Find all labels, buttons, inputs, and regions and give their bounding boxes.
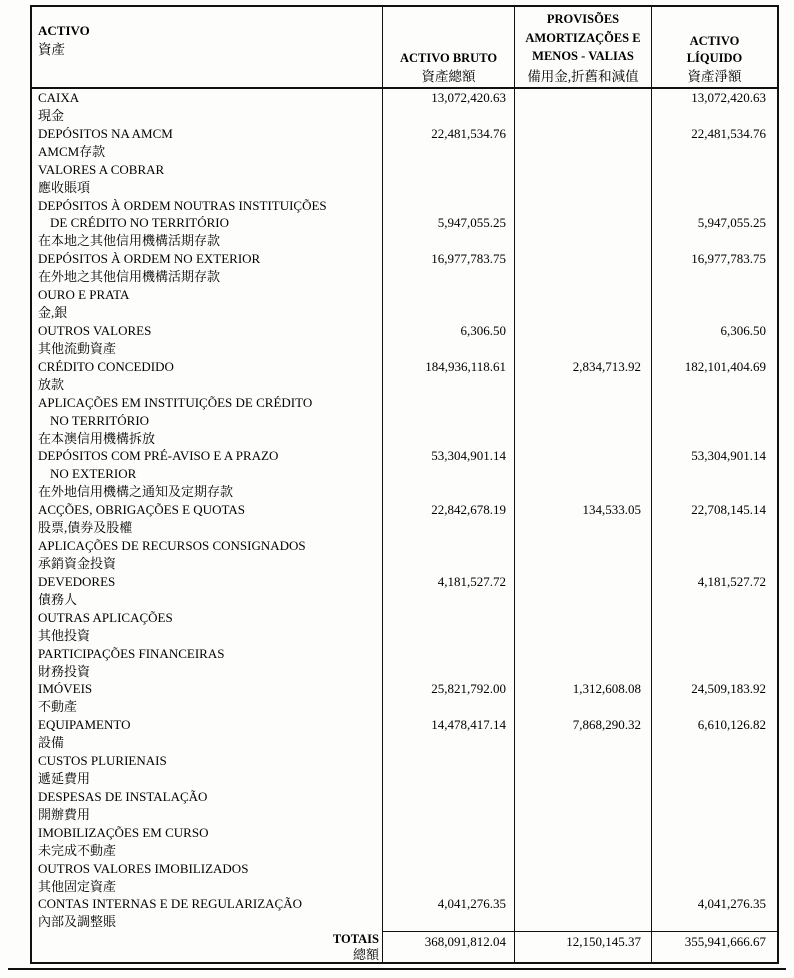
row-label-pt-line: APLICAÇÕES EM INSTITUIÇÕES DE CRÉDITO bbox=[38, 394, 313, 410]
row-activo-bruto-value: 184,936,118.61 bbox=[425, 358, 506, 374]
row-label-zh-line: 金,銀 bbox=[38, 305, 68, 321]
row-provisoes-value: 2,834,713.92 bbox=[572, 358, 641, 374]
row-activo-liquido bbox=[651, 716, 777, 752]
header-activo-liquido-zh: 資產淨額 bbox=[687, 69, 742, 84]
row-activo-bruto bbox=[382, 447, 514, 501]
row-label bbox=[32, 537, 382, 573]
row-provisoes bbox=[514, 573, 651, 609]
row-activo-liquido bbox=[651, 788, 777, 824]
row-label-pt-line: CAIXA bbox=[38, 90, 80, 105]
header-provisoes-pt3: MENOS - VALIAS bbox=[532, 49, 634, 64]
row-label bbox=[32, 358, 382, 394]
row-provisoes bbox=[514, 895, 651, 931]
row-label-zh-line: 其他固定資產 bbox=[38, 878, 117, 894]
row-label-pt-line: DEVEDORES bbox=[38, 573, 116, 589]
bottom-page-rule bbox=[8, 968, 786, 970]
table-row bbox=[32, 788, 777, 824]
header-provisoes bbox=[514, 7, 651, 87]
row-label bbox=[32, 860, 382, 896]
row-activo-liquido-value: 4,181,527.72 bbox=[697, 573, 766, 589]
table-row bbox=[32, 645, 777, 681]
row-activo-liquido bbox=[651, 609, 777, 645]
row-label-zh-line: 財務投資 bbox=[38, 663, 91, 679]
row-label bbox=[32, 197, 382, 251]
row-label bbox=[32, 645, 382, 681]
row-activo-liquido bbox=[651, 895, 777, 931]
table-row bbox=[32, 286, 777, 322]
row-label-pt-line: ACÇÕES, OBRIGAÇÕES E QUOTAS bbox=[38, 502, 245, 518]
row-activo-liquido bbox=[651, 824, 777, 860]
row-label bbox=[32, 125, 382, 161]
row-label bbox=[32, 895, 382, 931]
table-row bbox=[32, 358, 777, 394]
row-provisoes bbox=[514, 645, 651, 681]
row-provisoes bbox=[514, 609, 651, 645]
row-label-pt-line: DEPÓSITOS À ORDEM NOUTRAS INSTITUIÇÕES bbox=[38, 197, 327, 213]
row-label bbox=[32, 89, 382, 125]
header-activo-zh: 資產 bbox=[38, 42, 65, 57]
row-provisoes bbox=[514, 537, 651, 573]
row-activo-liquido-value: 6,610,126.82 bbox=[697, 717, 766, 733]
row-activo-bruto bbox=[382, 358, 514, 394]
totals-activo-liquido bbox=[651, 931, 777, 962]
totals-label bbox=[32, 931, 382, 962]
table-row bbox=[32, 752, 777, 788]
row-activo-bruto-value: 4,181,527.72 bbox=[437, 573, 506, 589]
totals-row bbox=[32, 931, 777, 962]
table-row bbox=[32, 573, 777, 609]
row-activo-liquido-value: 53,304,901.14 bbox=[691, 448, 766, 464]
row-label-zh-line: 遞延費用 bbox=[38, 771, 91, 787]
row-label-pt-line: OUTROS VALORES IMOBILIZADOS bbox=[38, 860, 249, 876]
row-provisoes bbox=[514, 860, 651, 896]
header-provisoes-pt1: PROVISÕES bbox=[546, 12, 620, 26]
row-activo-liquido bbox=[651, 89, 777, 125]
row-activo-bruto bbox=[382, 788, 514, 824]
row-activo-liquido bbox=[651, 161, 777, 197]
table-row bbox=[32, 501, 777, 537]
table-row bbox=[32, 537, 777, 573]
row-activo-bruto bbox=[382, 286, 514, 322]
row-activo-liquido-value: 22,708,145.14 bbox=[691, 502, 766, 518]
row-activo-bruto-value: 53,304,901.14 bbox=[431, 448, 506, 464]
table-row bbox=[32, 322, 777, 358]
row-activo-bruto bbox=[382, 860, 514, 896]
row-activo-liquido bbox=[651, 358, 777, 394]
row-activo-liquido-value: 24,509,183.92 bbox=[691, 681, 766, 697]
row-label-pt-line: EQUIPAMENTO bbox=[38, 717, 131, 733]
row-provisoes bbox=[514, 501, 651, 537]
row-label-zh-line: 在本澳信用機構拆放 bbox=[38, 430, 156, 446]
header-provisoes-zh: 備用金,折舊和減值 bbox=[527, 68, 639, 84]
row-label-pt-line: OURO E PRATA bbox=[38, 287, 130, 303]
header-provisoes-pt2: AMORTIZAÇÕES E bbox=[525, 30, 641, 45]
row-label-zh-line: 應收賬項 bbox=[38, 179, 91, 195]
table-row bbox=[32, 250, 777, 286]
row-provisoes bbox=[514, 89, 651, 125]
row-label-pt-line: IMÓVEIS bbox=[38, 681, 93, 697]
header-activo-liquido bbox=[651, 7, 777, 87]
row-activo-liquido bbox=[651, 447, 777, 501]
row-label-zh-line: 其他投資 bbox=[38, 627, 91, 643]
header-activo-pt: ACTIVO bbox=[38, 23, 90, 38]
row-label bbox=[32, 394, 382, 448]
totals-provisoes-value: 12,150,145.37 bbox=[566, 934, 641, 950]
row-activo-bruto-value: 16,977,783.75 bbox=[431, 251, 506, 267]
row-label-pt-line: IMOBILIZAÇÕES EM CURSO bbox=[38, 824, 209, 840]
row-label bbox=[32, 250, 382, 286]
row-label-pt-line: DEPÓSITOS À ORDEM NO EXTERIOR bbox=[38, 251, 261, 267]
row-activo-bruto bbox=[382, 537, 514, 573]
header-activo-bruto-zh: 資產總額 bbox=[421, 69, 476, 84]
row-label-pt-line: CRÉDITO CONCEDIDO bbox=[38, 358, 174, 374]
row-provisoes-value: 7,868,290.32 bbox=[572, 717, 641, 733]
row-activo-liquido-value: 4,041,276.35 bbox=[697, 896, 766, 912]
row-activo-liquido-value: 13,072,420.63 bbox=[691, 90, 766, 105]
row-provisoes bbox=[514, 286, 651, 322]
row-activo-bruto bbox=[382, 89, 514, 125]
row-provisoes bbox=[514, 716, 651, 752]
row-activo-liquido bbox=[651, 322, 777, 358]
totals-activo-bruto-value: 368,091,812.04 bbox=[424, 934, 506, 950]
row-provisoes bbox=[514, 161, 651, 197]
row-label bbox=[32, 788, 382, 824]
row-label-zh-line: 承銷資金投資 bbox=[38, 555, 117, 571]
table-row bbox=[32, 125, 777, 161]
row-provisoes bbox=[514, 322, 651, 358]
row-label-pt-line: PARTICIPAÇÕES FINANCEIRAS bbox=[38, 645, 225, 661]
row-provisoes-value: 134,533.05 bbox=[582, 502, 641, 518]
row-label-zh-line: 開辦費用 bbox=[38, 806, 91, 822]
row-label bbox=[32, 680, 382, 716]
row-activo-liquido-value: 5,947,055.25 bbox=[697, 215, 766, 231]
table-row bbox=[32, 680, 777, 716]
row-provisoes bbox=[514, 358, 651, 394]
row-activo-bruto bbox=[382, 895, 514, 931]
row-label-zh-line: 債務人 bbox=[38, 591, 78, 607]
row-provisoes bbox=[514, 125, 651, 161]
row-activo-bruto-value: 13,072,420.63 bbox=[431, 90, 506, 105]
row-activo-bruto bbox=[382, 752, 514, 788]
row-activo-bruto bbox=[382, 501, 514, 537]
table-row bbox=[32, 447, 777, 501]
row-label-zh-line: 其他流動資產 bbox=[38, 340, 117, 356]
row-label-zh-line: 股票,債券及股權 bbox=[38, 520, 133, 536]
row-provisoes bbox=[514, 680, 651, 716]
row-label-zh-line: 現金 bbox=[38, 107, 65, 123]
table-row bbox=[32, 394, 777, 448]
table-row bbox=[32, 89, 777, 125]
row-activo-liquido bbox=[651, 645, 777, 681]
row-activo-bruto bbox=[382, 573, 514, 609]
row-label-pt-line: OUTROS VALORES bbox=[38, 322, 152, 338]
totals-activo-bruto bbox=[382, 931, 514, 962]
row-provisoes-value: 1,312,608.08 bbox=[572, 681, 641, 697]
row-label-zh-line: 在外地之其他信用機構活期存款 bbox=[38, 269, 221, 285]
row-activo-liquido bbox=[651, 197, 777, 251]
row-label-pt-line: VALORES A COBRAR bbox=[38, 161, 165, 177]
totals-label-pt: TOTAIS bbox=[332, 932, 379, 947]
row-label-zh-line: 未完成不動產 bbox=[38, 842, 117, 858]
row-activo-liquido bbox=[651, 394, 777, 448]
row-label bbox=[32, 716, 382, 752]
row-activo-liquido bbox=[651, 752, 777, 788]
row-activo-bruto bbox=[382, 609, 514, 645]
row-activo-liquido bbox=[651, 286, 777, 322]
row-label-zh-line: 在外地信用機構之通知及定期存款 bbox=[38, 484, 234, 500]
table-row bbox=[32, 895, 777, 931]
row-label bbox=[32, 447, 382, 501]
header-activo bbox=[32, 7, 382, 87]
row-label-pt-line: NO EXTERIOR bbox=[50, 466, 137, 482]
row-label-pt-line: DE CRÉDITO NO TERRITÓRIO bbox=[50, 215, 229, 231]
row-label bbox=[32, 752, 382, 788]
row-label-pt-line: OUTRAS APLICAÇÕES bbox=[38, 609, 173, 625]
row-activo-bruto bbox=[382, 161, 514, 197]
row-label bbox=[32, 286, 382, 322]
row-label bbox=[32, 322, 382, 358]
row-provisoes bbox=[514, 250, 651, 286]
table-row bbox=[32, 609, 777, 645]
row-activo-bruto bbox=[382, 125, 514, 161]
totals-provisoes bbox=[514, 931, 651, 962]
row-activo-liquido bbox=[651, 537, 777, 573]
row-provisoes bbox=[514, 447, 651, 501]
table-row bbox=[32, 824, 777, 860]
row-label bbox=[32, 161, 382, 197]
table-body bbox=[32, 89, 777, 931]
header-activo-liquido-pt2: LÍQUIDO bbox=[686, 51, 743, 65]
row-activo-liquido bbox=[651, 680, 777, 716]
row-provisoes bbox=[514, 824, 651, 860]
row-label bbox=[32, 824, 382, 860]
row-provisoes bbox=[514, 788, 651, 824]
row-activo-bruto-value: 14,478,417.14 bbox=[431, 717, 506, 733]
row-activo-bruto bbox=[382, 680, 514, 716]
header-activo-bruto bbox=[382, 7, 514, 87]
row-label-pt-line: DEPÓSITOS NA AMCM bbox=[38, 125, 173, 141]
row-activo-bruto bbox=[382, 322, 514, 358]
row-label-zh-line: 內部及調整賬 bbox=[38, 914, 117, 930]
row-activo-liquido-value: 6,306.50 bbox=[720, 322, 766, 338]
row-activo-liquido-value: 22,481,534.76 bbox=[691, 125, 766, 141]
row-provisoes bbox=[514, 752, 651, 788]
row-activo-bruto-value: 6,306.50 bbox=[460, 322, 506, 338]
table-row bbox=[32, 716, 777, 752]
row-label-zh-line: 放款 bbox=[38, 376, 65, 392]
row-activo-bruto bbox=[382, 645, 514, 681]
row-activo-bruto-value: 5,947,055.25 bbox=[437, 215, 506, 231]
row-label bbox=[32, 501, 382, 537]
row-label-pt-line: CONTAS INTERNAS E DE REGULARIZAÇÃO bbox=[38, 896, 303, 912]
row-label bbox=[32, 573, 382, 609]
row-activo-liquido bbox=[651, 573, 777, 609]
row-label-zh-line: AMCM存款 bbox=[38, 143, 106, 159]
row-label-zh-line: 在本地之其他信用機構活期存款 bbox=[38, 233, 221, 249]
row-label-zh-line: 設備 bbox=[38, 735, 65, 751]
row-label bbox=[32, 609, 382, 645]
row-activo-bruto-value: 22,481,534.76 bbox=[431, 125, 506, 141]
header-activo-liquido-pt1: ACTIVO bbox=[689, 34, 740, 48]
table-row bbox=[32, 197, 777, 251]
table-header bbox=[32, 7, 777, 89]
row-activo-bruto-value: 4,041,276.35 bbox=[437, 896, 506, 912]
row-label-pt-line: CUSTOS PLURIENAIS bbox=[38, 753, 167, 769]
row-provisoes bbox=[514, 394, 651, 448]
balance-sheet-assets-table bbox=[30, 5, 779, 964]
row-activo-liquido-value: 182,101,404.69 bbox=[684, 358, 766, 374]
header-activo-bruto-pt: ACTIVO BRUTO bbox=[399, 51, 498, 65]
row-label-pt-line: NO TERRITÓRIO bbox=[50, 412, 150, 428]
row-provisoes bbox=[514, 197, 651, 251]
row-activo-liquido-value: 16,977,783.75 bbox=[691, 251, 766, 267]
table-row bbox=[32, 161, 777, 197]
totals-activo-liquido-value: 355,941,666.67 bbox=[684, 934, 766, 950]
row-label-pt-line: APLICAÇÕES DE RECURSOS CONSIGNADOS bbox=[38, 538, 306, 554]
row-activo-bruto bbox=[382, 197, 514, 251]
row-activo-liquido bbox=[651, 501, 777, 537]
row-label-zh-line: 不動產 bbox=[38, 699, 78, 715]
row-label-pt-line: DESPESAS DE INSTALAÇÃO bbox=[38, 788, 208, 804]
totals-label-zh: 總額 bbox=[352, 947, 379, 963]
table-row bbox=[32, 860, 777, 896]
row-activo-bruto-value: 25,821,792.00 bbox=[431, 681, 506, 697]
row-label-pt-line: DEPÓSITOS COM PRÉ-AVISO E A PRAZO bbox=[38, 448, 279, 464]
row-activo-bruto bbox=[382, 394, 514, 448]
row-activo-bruto bbox=[382, 716, 514, 752]
row-activo-bruto bbox=[382, 250, 514, 286]
row-activo-liquido bbox=[651, 860, 777, 896]
row-activo-bruto bbox=[382, 824, 514, 860]
row-activo-liquido bbox=[651, 250, 777, 286]
row-activo-bruto-value: 22,842,678.19 bbox=[431, 502, 506, 518]
row-activo-liquido bbox=[651, 125, 777, 161]
